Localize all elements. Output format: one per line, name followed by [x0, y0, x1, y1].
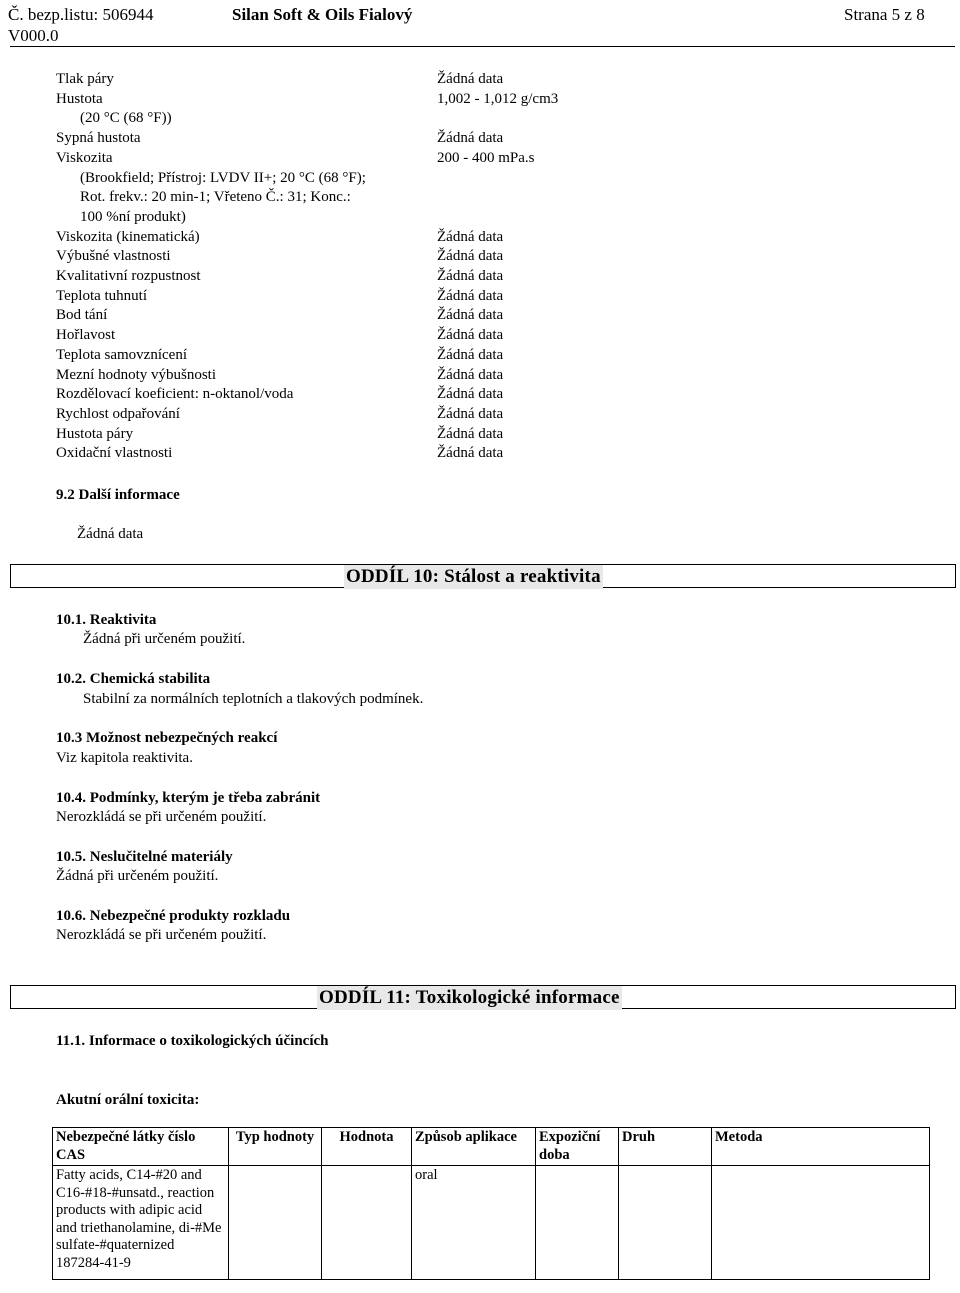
property-value: 200 - 400 mPa.s [437, 149, 535, 166]
property-label: Rychlost odpařování [56, 405, 180, 422]
property-label: Oxidační vlastnosti [56, 445, 173, 462]
cell-value-type [229, 1166, 322, 1280]
col-header-value: Hodnota [322, 1128, 412, 1166]
doc-number: Č. bezp.listu: 506944 [8, 5, 154, 24]
property-label: Kvalitativní rozpustnost [56, 268, 201, 284]
section-10-4-text: Nerozkládá se při určeném použití. [56, 809, 267, 825]
section-10-5-heading: 10.5. Neslučitelné materiály [56, 849, 233, 865]
property-label: (Brookfield; Přístroj: LVDV II+; 20 °C (68 °F); [80, 169, 366, 186]
col-header-value-type: Typ hodnoty [229, 1128, 322, 1166]
property-value: Žádná data [437, 287, 504, 304]
section-10-4-heading: 10.4. Podmínky, kterým je třeba zabránit [56, 790, 321, 806]
property-label: Výbušné vlastnosti [56, 248, 171, 265]
property-label: Viskozita [56, 149, 113, 166]
acute-oral-label: Akutní orální toxicita: [56, 1092, 200, 1108]
property-label: Hustota [56, 90, 103, 107]
property-label: Rot. frekv.: 20 min-1; Vřeteno Č.: 31; Konc.: [80, 189, 351, 206]
property-value: Žádná data [437, 386, 504, 403]
property-value: Žádná data [437, 307, 504, 324]
section-9-2-heading: 9.2 Další informace [56, 487, 180, 503]
section-9-2-text: Žádná data [77, 526, 144, 542]
section-10-6-text: Nerozkládá se při určeném použití. [56, 927, 267, 943]
page-indicator: Strana 5 z 8 [844, 5, 925, 24]
property-value: Žádná data [437, 71, 504, 87]
table-row [53, 1166, 930, 1280]
property-value: Žádná data [437, 366, 504, 383]
property-label: Bod tání [56, 307, 108, 324]
property-value: Žádná data [437, 248, 504, 265]
section-10-2-text: Stabilní za normálních teplotních a tlakových podmínek. [83, 691, 424, 707]
property-value: Žádná data [437, 268, 504, 284]
section-11-title: ODDÍL 11: Toxikologické informace [319, 987, 620, 1008]
property-value: Žádná data [437, 346, 504, 363]
section-10-bar [10, 564, 956, 588]
property-label: Rozdělovací koeficient: n-oktanol/voda [56, 386, 294, 403]
property-label: Teplota samovznícení [56, 346, 187, 363]
property-value: Žádná data [437, 445, 504, 462]
property-label: Hustota páry [56, 425, 134, 442]
col-header-route: Způsob aplikace [412, 1128, 536, 1166]
section-10-6-heading: 10.6. Nebezpečné produkty rozkladu [56, 908, 291, 924]
property-value: Žádná data [437, 405, 504, 422]
col-header-species: Druh [619, 1128, 712, 1166]
doc-version: V000.0 [8, 26, 59, 45]
cell-species [619, 1166, 712, 1280]
property-label: Hořlavost [56, 327, 116, 344]
property-label: (20 °C (68 °F)) [80, 110, 172, 127]
cell-route: oral [412, 1166, 536, 1280]
property-value: Žádná data [437, 228, 504, 245]
section-10-1-heading: 10.1. Reaktivita [56, 612, 157, 628]
section-11-1-heading: 11.1. Informace o toxikologických účincích [56, 1033, 329, 1049]
property-label: Teplota tuhnutí [56, 287, 148, 304]
property-label: Mezní hodnoty výbušnosti [56, 366, 216, 383]
section-10-5-text: Žádná při určeném použití. [56, 868, 219, 884]
toxicity-table [52, 1127, 930, 1280]
cell-value [322, 1166, 412, 1280]
section-10-3-heading: 10.3 Možnost nebezpečných reakcí [56, 730, 278, 746]
property-value: Žádná data [437, 425, 504, 442]
section-10-3-text: Viz kapitola reaktivita. [56, 750, 193, 766]
col-header-method: Metoda [712, 1128, 930, 1166]
property-value: Žádná data [437, 130, 504, 147]
cell-substance: Fatty acids, C14-#20 and C16-#18-#unsatd., reaction products with adipic acid and triethanolamine, di-#Me sulfate-#quaternized 187284-41-9 [53, 1166, 229, 1280]
cell-method [712, 1166, 930, 1280]
property-label: 100 %ní produkt) [80, 208, 186, 225]
section-10-2-heading: 10.2. Chemická stabilita [56, 671, 211, 687]
header-divider [10, 46, 955, 47]
col-header-exposure: Expoziční doba [536, 1128, 619, 1166]
product-name: Silan Soft & Oils Fialový [232, 5, 413, 24]
property-value: Žádná data [437, 327, 504, 344]
property-label: Tlak páry [56, 71, 114, 87]
section-10-1-text: Žádná při určeném použití. [83, 631, 246, 647]
property-label: Viskozita (kinematická) [56, 228, 200, 245]
cell-exposure [536, 1166, 619, 1280]
section-10-title: ODDÍL 10: Stálost a reaktivita [346, 566, 601, 587]
table-header-row [53, 1128, 930, 1166]
col-header-substance: Nebezpečné látky číslo CAS [53, 1128, 229, 1166]
section-11-bar [10, 985, 956, 1009]
property-value: 1,002 - 1,012 g/cm3 [437, 90, 559, 107]
property-label: Sypná hustota [56, 130, 141, 147]
